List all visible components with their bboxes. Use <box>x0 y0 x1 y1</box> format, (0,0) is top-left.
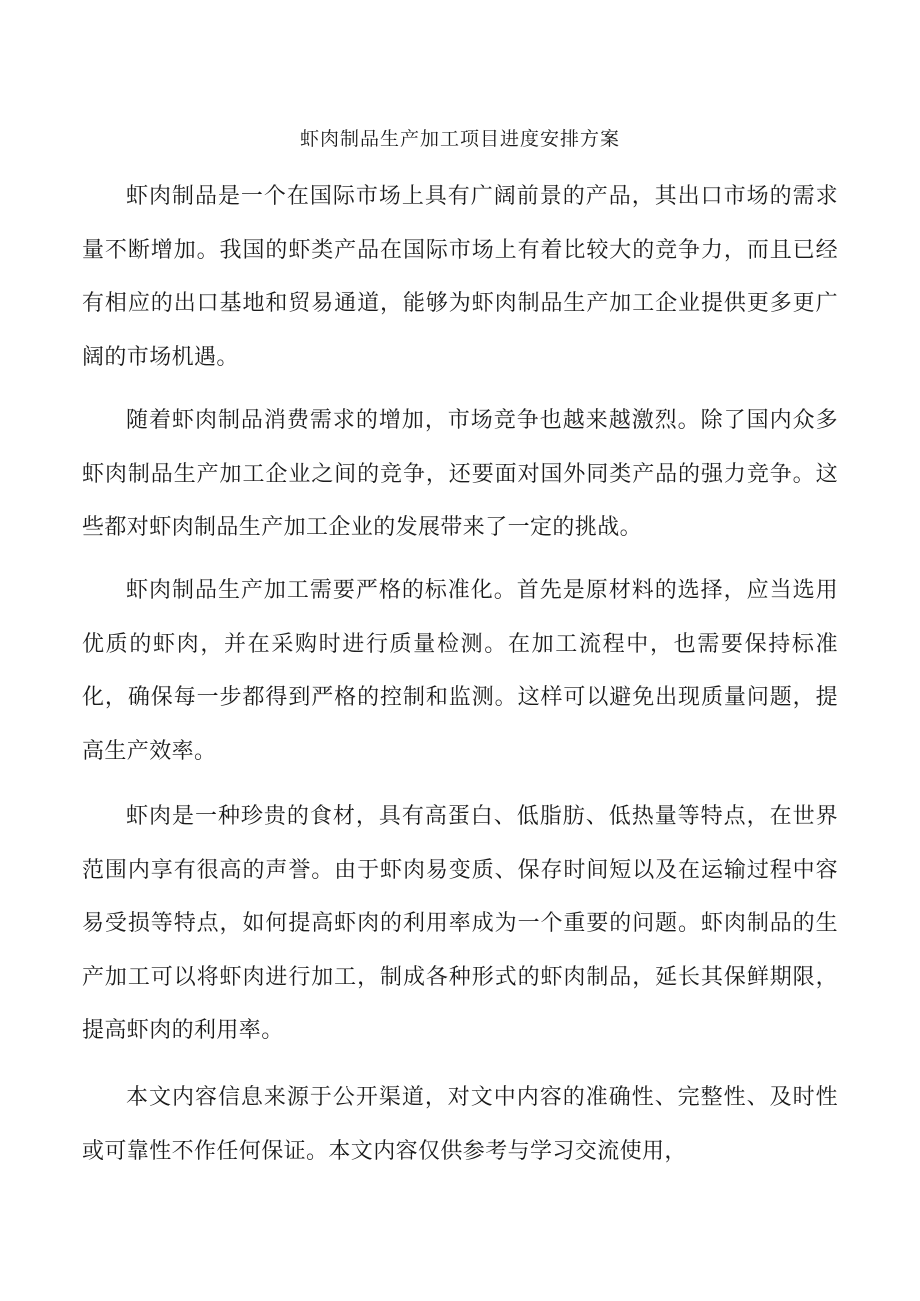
paragraph-standardization: 虾肉制品生产加工需要严格的标准化。首先是原材料的选择，应当选用优质的虾肉，并在采购时进行质量检测。在加工流程中，也需要保持标准化，确保每一步都得到严格的控制和监测。这样可以避免出现质量问题，提高生产效率。 <box>82 578 838 764</box>
paragraph-disclaimer: 本文内容信息来源于公开渠道，对文中内容的准确性、完整性、及时性或可靠性不作任何保证。本文内容仅供参考与学习交流使用， <box>82 1085 838 1164</box>
paragraph-competition: 随着虾肉制品消费需求的增加，市场竞争也越来越激烈。除了国内众多虾肉制品生产加工企业之间的竞争，还要面对国外同类产品的强力竞争。这些都对虾肉制品生产加工企业的发展带来了一定的挑战。 <box>82 408 838 540</box>
paragraph-market-prospects: 虾肉制品是一个在国际市场上具有广阔前景的产品，其出口市场的需求量不断增加。我国的虾类产品在国际市场上有着比较大的竞争力，而且已经有相应的出口基地和贸易通道，能够为虾肉制品生产加工企业提供更多更广阔的市场机遇。 <box>82 184 838 370</box>
document-title: 虾肉制品生产加工项目进度安排方案 <box>299 128 620 150</box>
paragraph-shrimp-utilization: 虾肉是一种珍贵的食材，具有高蛋白、低脂肪、低热量等特点，在世界范围内享有很高的声誉。由于虾肉易变质、保存时间短以及在运输过程中容易受损等特点，如何提高虾肉的利用率成为一个重要的问题。虾肉制品的生产加工可以将虾肉进行加工，制成各种形式的虾肉制品，延长其保鲜期限，提高虾肉的利用率。 <box>82 804 838 1043</box>
